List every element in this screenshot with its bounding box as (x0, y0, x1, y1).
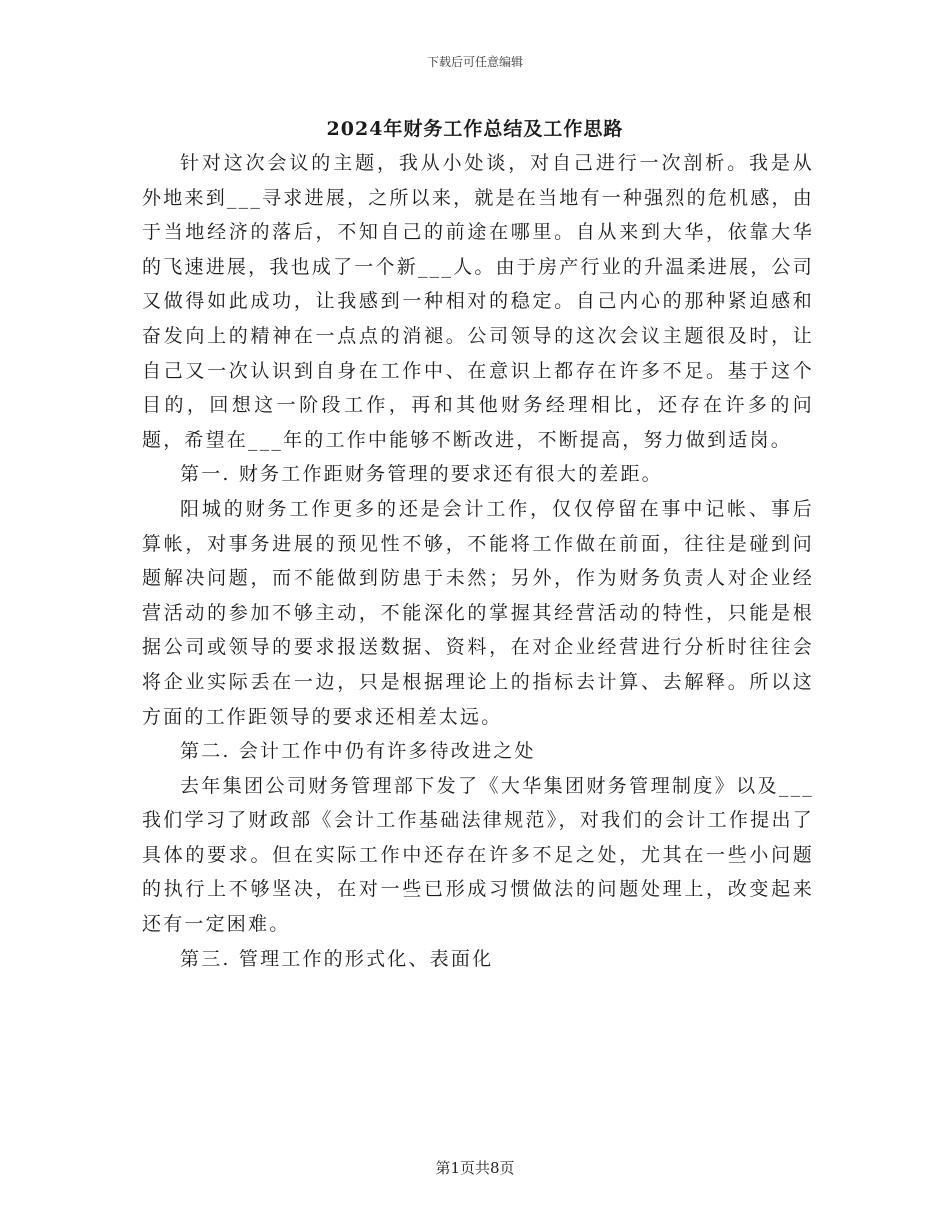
section-heading-3: 第三. 管理工作的形式化、表面化 (180, 947, 494, 970)
header-note: 下载后可任意编辑 (426, 55, 523, 69)
document-title: 2024年财务工作总结及工作思路 (326, 118, 624, 140)
section-heading-1: 第一. 财务工作距财务管理的要求还有很大的差距。 (180, 463, 663, 486)
paragraph-intro: 针对这次会议的主题，我从小处谈，对自己进行一次剖析。我是从外地来到___寻求进展，之所以来，就是在当地有一种强烈的危机感，由于当地经济的落后，不知自己的前途在哪里。自从来到大华，依靠大华的飞速进展，我也成了一个新___人。由于房产行业的升温柔进展，公司又做得如此成功，让我感到一种相对的稳定。自己内心的那种紧迫感和奋发向上的精神在一点点的消褪。公司领导的这次会议主题很及时，让自己又一次认识到自身在工作中、在意识上都存在许多不足。基于这个目的，回想这一阶段工作，再和其他财务经理相比，还存在许多的问题，希望在___年的工作中能够不断改进，不断提高，努力做到适岗。 (142, 152, 814, 451)
section-heading-2: 第二. 会计工作中仍有许多待改进之处 (180, 740, 536, 763)
page-footer: 第1页共8页 (435, 1159, 515, 1177)
paragraph-section-1: 阳城的财务工作更多的还是会计工作，仅仅停留在事中记帐、事后算帐，对事务进展的预见性不够，不能将工作做在前面，往往是碰到问题解决问题，而不能做到防患于未然；另外，作为财务负责人对企业经营活动的参加不够主动，不能深化的掌握其经营活动的特性，只能是根据公司或领导的要求报送数据、资料，在对企业经营进行分析时往往会将企业实际丢在一边，只是根据理论上的指标去计算、去解释。所以这方面的工作距领导的要求还相差太远。 (142, 497, 814, 728)
document-body (142, 146, 814, 976)
paragraph-section-2: 去年集团公司财务管理部下发了《大华集团财务管理制度》以及___我们学习了财政部《会计工作基础法律规范》，对我们的会计工作提出了具体的要求。但在实际工作中还存在许多不足之处，尤其在一些小问题的执行上不够坚决，在对一些已形成习惯做法的问题处理上，改变起来还有一定困难。 (142, 774, 814, 936)
